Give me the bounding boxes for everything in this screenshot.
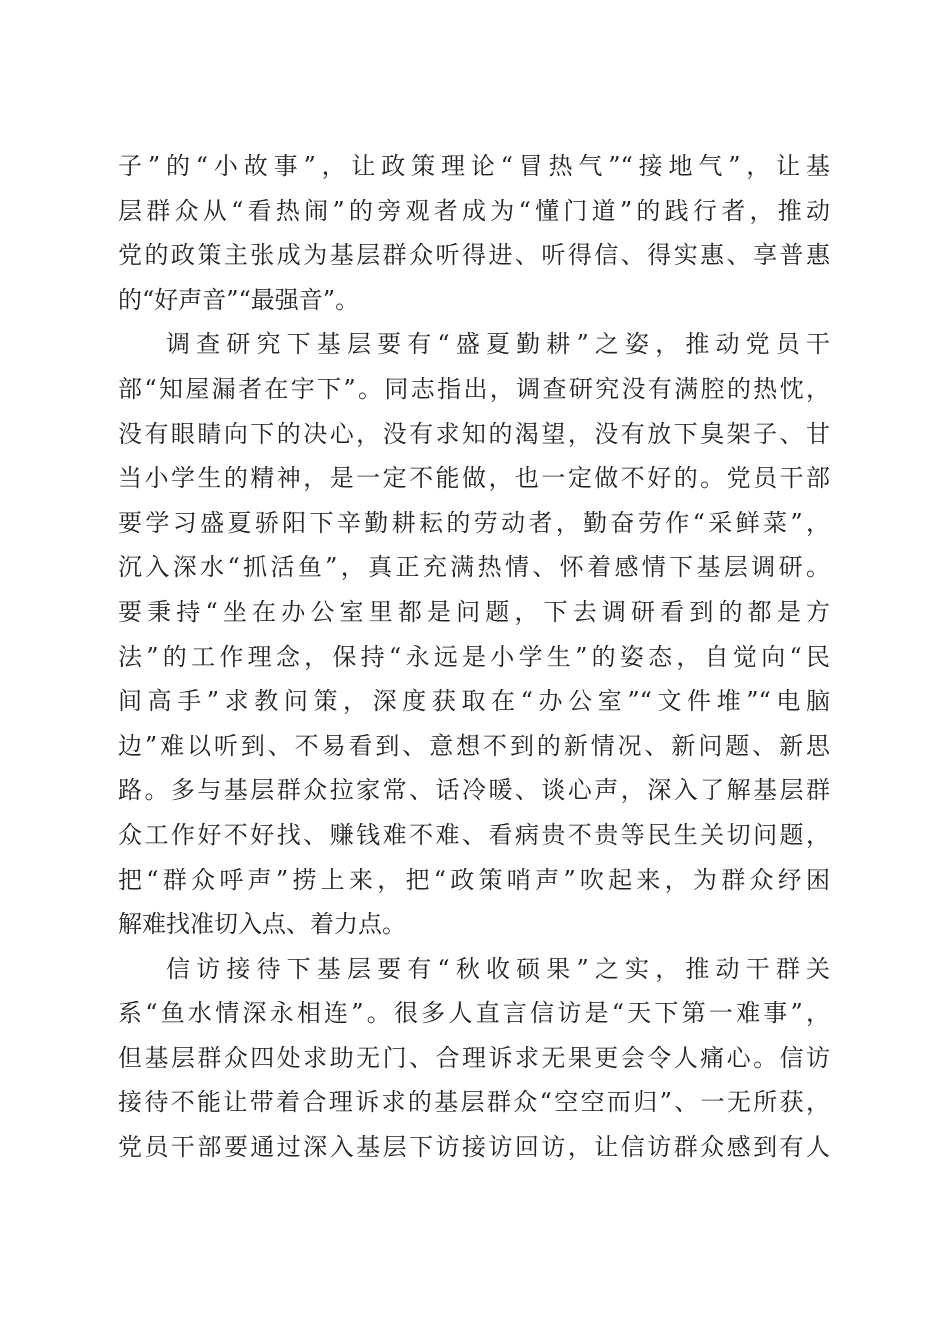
- paragraph-first-line: 调查研究下基层要有“盛夏勤耕”之姿，推动党员干: [166, 330, 830, 359]
- text-line: 众工作好不好找、赚钱难不难、看病贵不贵等民生关切问题，: [118, 820, 830, 849]
- paragraph-first-line: 信访接待下基层要有“秋收硕果”之实，推动干群关: [166, 954, 830, 983]
- text-line: 但基层群众四处求助无门、合理诉求无果更会令人痛心。信访: [118, 1043, 830, 1072]
- text-line: 系“鱼水情深永相连”。很多人直言信访是“天下第一难事”，: [118, 999, 830, 1028]
- text-line: 层群众从“看热闹”的旁观者成为“懂门道”的践行者，推动: [118, 196, 830, 225]
- text-line: 要秉持“坐在办公室里都是问题，下去调研看到的都是方: [118, 597, 830, 626]
- text-line: 间高手”求教问策，深度获取在“办公室”“文件堆”“电脑: [118, 687, 830, 716]
- text-line: 的“好声音”“最强音”。: [118, 285, 360, 314]
- text-line: 子”的“小故事”，让政策理论“冒热气”“接地气”，让基: [118, 152, 830, 180]
- text-line: 接待不能让带着合理诉求的基层群众“空空而归”、一无所获，: [118, 1088, 830, 1117]
- text-line: 路。多与基层群众拉家常、话冷暖、谈心声，深入了解基层群: [118, 776, 830, 805]
- text-line: 把“群众呼声”捞上来，把“政策哨声”吹起来，为群众纾困: [118, 865, 830, 894]
- text-line: 没有眼睛向下的决心，没有求知的渴望，没有放下臭架子、甘: [118, 419, 830, 448]
- text-line: 当小学生的精神，是一定不能做，也一定做不好的。党员干部: [118, 464, 830, 493]
- body-text: [118, 144, 830, 1170]
- text-line: 边”难以听到、不易看到、意想不到的新情况、新问题、新思: [118, 731, 830, 760]
- text-line: 部“知屋漏者在宇下”。同志指出，调查研究没有满腔的热忱，: [118, 374, 830, 403]
- text-line: 解难找准切入点、着力点。: [118, 910, 406, 939]
- text-line: 党员干部要通过深入基层下访接访回访，让信访群众感到有人: [118, 1133, 830, 1162]
- text-line: 沉入深水“抓活鱼”，真正充满热情、怀着感情下基层调研。: [118, 553, 830, 582]
- text-line: 法”的工作理念，保持“永远是小学生”的姿态，自觉向“民: [118, 642, 830, 671]
- text-line: 党的政策主张成为基层群众听得进、听得信、得实惠、享普惠: [118, 241, 830, 270]
- text-line: 要学习盛夏骄阳下辛勤耕耘的劳动者，勤奋劳作“采鲜菜”，: [118, 508, 830, 537]
